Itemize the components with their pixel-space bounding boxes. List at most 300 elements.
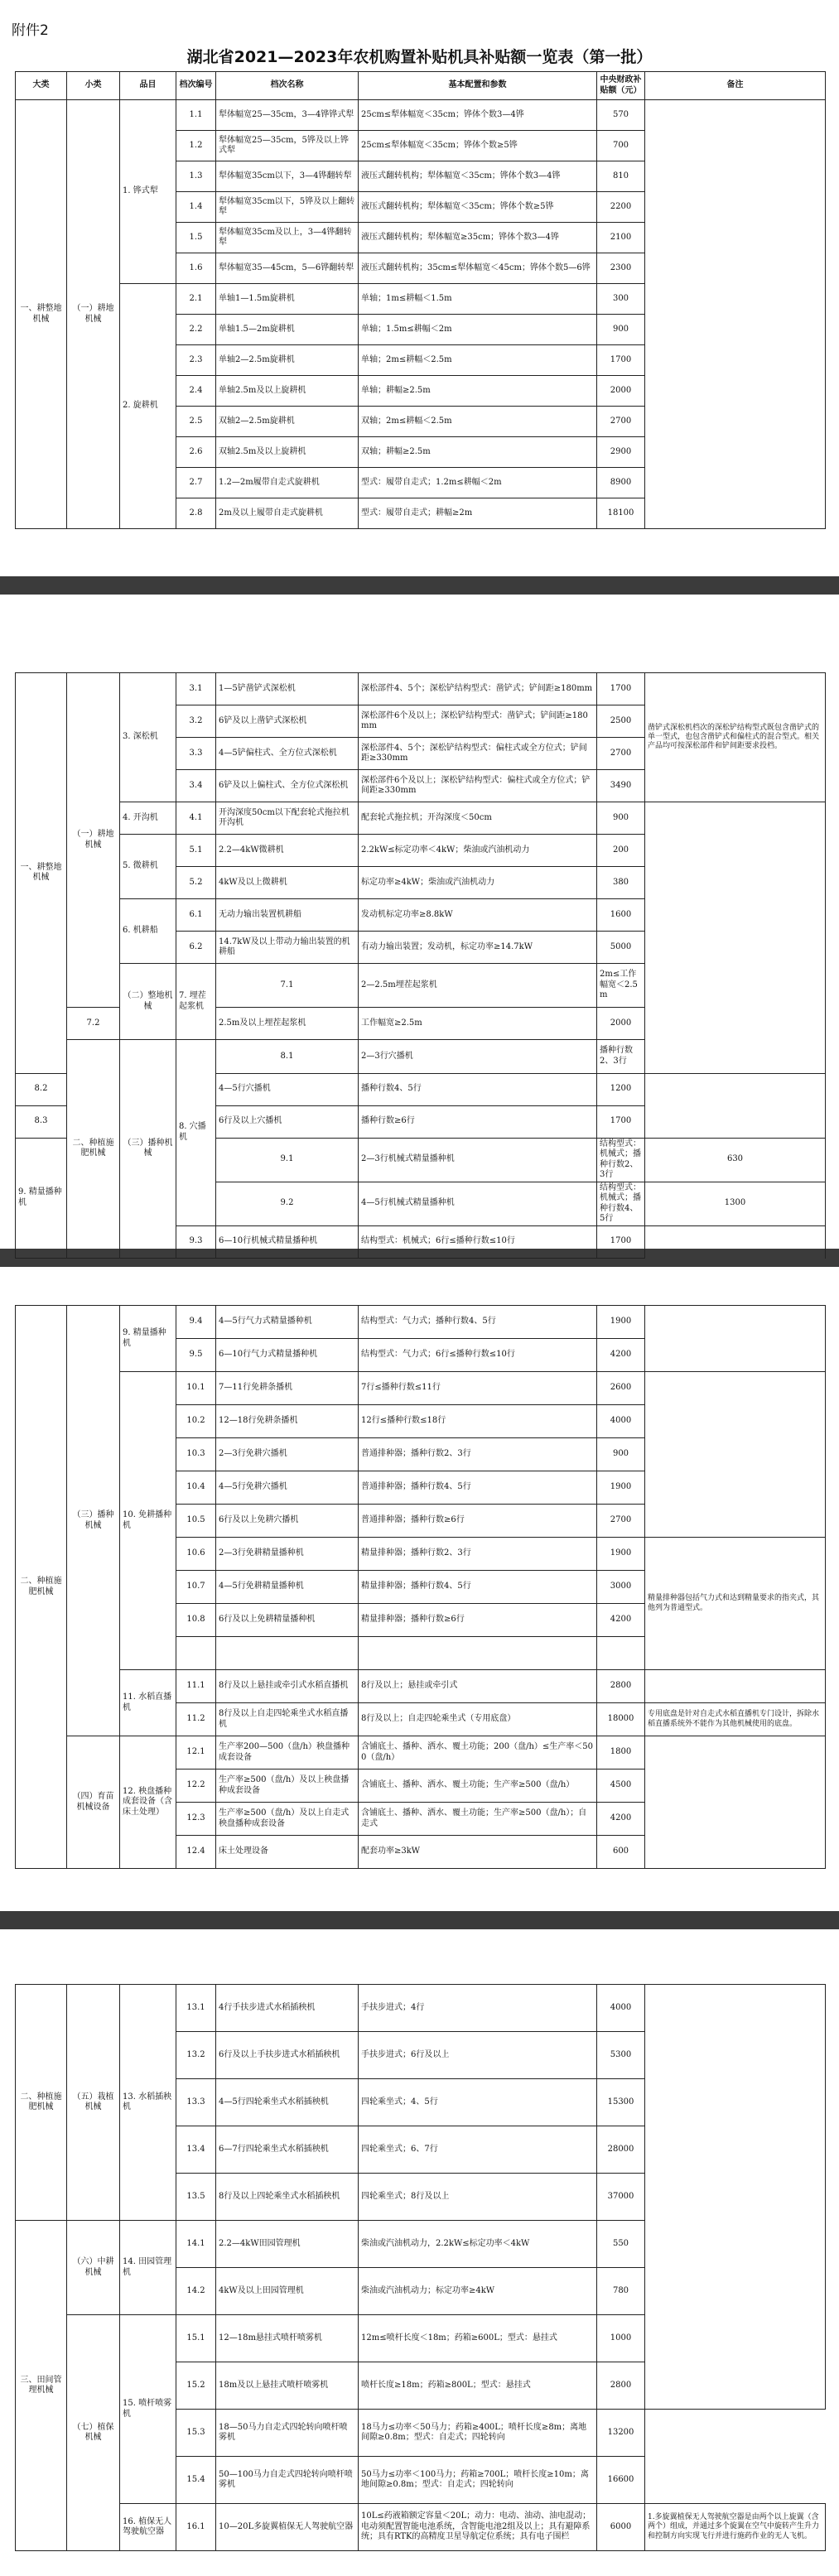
table-cell: 4kW及以上田园管理机 [216, 2268, 359, 2315]
table-cell: 12m≤喷杆长度＜18m；药箱≥600L；型式：悬挂式 [359, 2315, 597, 2362]
table-cell: 单轴；2m≤耕幅＜2.5m [359, 345, 597, 376]
table-cell: 10—20L多旋翼植保无人驾驶航空器 [216, 2504, 359, 2551]
table-cell: 4500 [597, 1769, 645, 1803]
table-cell: 4—5行免耕穴播机 [216, 1471, 359, 1505]
table-cell: 犁体幅宽35—45cm，5—6铧翻转犁 [216, 253, 359, 284]
table-cell: 4.1 [176, 802, 216, 835]
table-cell: 生产率≥500（盘/h）及以上秧盘播种成套设备 [216, 1769, 359, 1803]
table-cell: 13.2 [176, 2032, 216, 2079]
table-cell: 2.8 [176, 498, 216, 529]
table-cell: 一、耕整地机械 [16, 673, 67, 1074]
table-cell: 发动机标定功率≥8.8kW [359, 899, 597, 932]
header-minor: 小类 [67, 72, 120, 100]
table-cell: 13.3 [176, 2079, 216, 2126]
table-cell: 二、种植施肥机械 [16, 1306, 67, 1869]
table-cell: 11. 水稻直播机 [120, 1670, 176, 1736]
table-cell: 凿铲式深松机档次的深松铲结构型式既包含凿铲式的单一型式，也包含凿铲式和偏柱式的混合型式。相关产品均可按深松部件和铲间距要求投档。 [645, 673, 826, 802]
table-cell: 18m及以上悬挂式喷杆喷雾机 [216, 2362, 359, 2410]
table-row [16, 1306, 826, 1339]
table-cell: 播种行数≥6行 [359, 1105, 597, 1138]
table-cell: 8.2 [16, 1073, 67, 1105]
table-cell: 5300 [597, 2032, 645, 2079]
table-cell: 2600 [597, 1372, 645, 1405]
table-cell: 780 [597, 2268, 645, 2315]
table-cell [645, 1736, 826, 1869]
table-cell: 型式：履带自走式；耕幅≥2m [359, 498, 597, 529]
table-cell: 柴油或汽油机动力；标定功率≥4kW [359, 2268, 597, 2315]
table-cell: 11.1 [176, 1670, 216, 1703]
table-cell: 8900 [597, 468, 645, 498]
table-cell: 3.4 [176, 770, 216, 802]
table-cell: 生产率≥500（盘/h）及以上自走式秧盘播种成套设备 [216, 1803, 359, 1836]
table-cell: 570 [597, 100, 645, 131]
table-cell: 3.1 [176, 673, 216, 705]
table-cell: 专用底盘是针对自走式水稻直播机专门设计，拆除水稻直播系统外不能作为其他机械使用的底盘。 [645, 1703, 826, 1736]
table-cell: 1700 [597, 1225, 645, 1258]
table-cell: 7行≤播种行数≤11行 [359, 1372, 597, 1405]
table-cell: 9. 精量播种机 [120, 1306, 176, 1372]
table-cell: 双轴2—2.5m旋耕机 [216, 407, 359, 437]
table-cell: 9.3 [176, 1225, 216, 1258]
table-cell: 5.2 [176, 867, 216, 899]
table-cell: 10.2 [176, 1405, 216, 1438]
table-cell: 2—3行穴播机 [359, 1040, 597, 1074]
table-cell: 10.8 [176, 1604, 216, 1637]
table-cell: 四轮乘坐式；4、5行 [359, 2079, 597, 2126]
table-cell: 11.2 [176, 1703, 216, 1736]
table-cell: 16600 [597, 2457, 645, 2504]
page-title: 湖北省2021—2023年农机购置补贴机具补贴额一览表（第一批） [186, 48, 653, 66]
header-note: 备注 [645, 72, 826, 100]
table-cell: 单轴；耕幅≥2.5m [359, 376, 597, 407]
table-cell: 2.4 [176, 376, 216, 407]
table-cell: 13.5 [176, 2174, 216, 2221]
table-cell [176, 1637, 216, 1670]
table-cell: 1600 [597, 899, 645, 932]
table-cell: 2100 [597, 223, 645, 253]
table-cell: 二、种植施肥机械 [16, 1985, 67, 2221]
header-major: 大类 [16, 72, 67, 100]
table-cell: 4—5行气力式精量播种机 [216, 1306, 359, 1339]
table-cell: 15300 [597, 2079, 645, 2126]
table-cell: 7.1 [216, 964, 359, 1008]
table-cell: 2.2—4kW微耕机 [216, 835, 359, 867]
table-cell: 50马力≤功率＜100马力；药箱≥700L；喷杆长度≥10m；离地间隙≥0.8m；型式：自走式；四轮转向 [359, 2457, 597, 2504]
table-cell: 深松部件4、5个；深松铲结构型式：偏柱式或全方位式；铲间距≥330mm [359, 738, 597, 770]
table-cell: 深松部件6个及以上；深松铲结构型式：偏柱式或全方位式；铲间距≥330mm [359, 770, 597, 802]
table-cell: 1.5 [176, 223, 216, 253]
table-cell: 2.2—4kW田园管理机 [216, 2221, 359, 2268]
table-cell: 3.3 [176, 738, 216, 770]
table-cell: 8.3 [16, 1105, 67, 1138]
table-cell: 精量排种器；播种行数≥6行 [359, 1604, 597, 1637]
table-cell: 开沟深度50cm以下配套轮式拖拉机开沟机 [216, 802, 359, 835]
table-cell: 2m及以上履带自走式旋耕机 [216, 498, 359, 529]
table-cell: 200 [597, 835, 645, 867]
table-cell: 10. 免耕播种机 [120, 1372, 176, 1670]
table-cell: 3.2 [176, 705, 216, 738]
table-cell: 700 [597, 131, 645, 161]
table-cell: 床土处理设备 [216, 1836, 359, 1869]
table-cell: 9. 精量播种机 [16, 1138, 67, 1258]
table-cell: 1—5铲凿铲式深松机 [216, 673, 359, 705]
table-cell: 6行及以上免耕精量播种机 [216, 1604, 359, 1637]
table-cell: 4kW及以上微耕机 [216, 867, 359, 899]
table-cell: 3000 [597, 1571, 645, 1604]
table-cell: 18100 [597, 498, 645, 529]
table-cell: 380 [597, 867, 645, 899]
table-cell: 双轴2.5m及以上旋耕机 [216, 437, 359, 468]
table-cell: 3. 深松机 [120, 673, 176, 802]
table-cell: 810 [597, 161, 645, 192]
table-cell: 600 [597, 1836, 645, 1869]
table-cell: 25cm≤犁体幅宽＜35cm；铧体个数≥5铧 [359, 131, 597, 161]
table-cell: 普通排种器；播种行数4、5行 [359, 1471, 597, 1505]
table-cell: 6铲及以上偏柱式、全方位式深松机 [216, 770, 359, 802]
table-cell: 12.2 [176, 1769, 216, 1803]
table-cell: 18000 [597, 1703, 645, 1736]
table-cell: 10.3 [176, 1438, 216, 1471]
table-cell: 300 [597, 284, 645, 315]
table-cell: 1.1 [176, 100, 216, 131]
table-cell: 单轴2.5m及以上旋耕机 [216, 376, 359, 407]
table-cell: 单轴2—2.5m旋耕机 [216, 345, 359, 376]
page-separator [0, 1911, 839, 1929]
table-cell: 12. 秧盘播种成套设备（含床土处理） [120, 1736, 176, 1869]
table-cell: 3490 [597, 770, 645, 802]
table-cell: 6铲及以上凿铲式深松机 [216, 705, 359, 738]
table-cell: 含铺底土、播种、洒水、覆土功能；生产率≥500（盘/h） [359, 1769, 597, 1803]
table-cell: 精量排种器包括气力式和达到精量要求的指夹式，其他列为普通型式。 [645, 1538, 826, 1670]
table-cell: 4行手扶步进式水稻插秧机 [216, 1985, 359, 2032]
table-row [16, 2504, 826, 2551]
table-cell: 13.1 [176, 1985, 216, 2032]
subsidy-table [15, 672, 826, 1259]
table-cell: 犁体幅宽35cm以下，5铧及以上翻转犁 [216, 192, 359, 223]
table-cell: 精量排种器；播种行数4、5行 [359, 1571, 597, 1604]
table-cell: 含铺底土、播种、洒水、覆土功能；生产率≥500（盘/h）；自走式 [359, 1803, 597, 1836]
table-header-row [16, 72, 826, 100]
table-cell: 1300 [645, 1182, 826, 1225]
table-cell: 2700 [597, 738, 645, 770]
table-cell: 液压式翻转机构；犁体幅宽≥35cm；铧体个数3—4铧 [359, 223, 597, 253]
table-cell: 550 [597, 2221, 645, 2268]
table-cell: 14.1 [176, 2221, 216, 2268]
table-cell: 4—5行四轮乘坐式水稻插秧机 [216, 2079, 359, 2126]
table-cell: 9.2 [216, 1182, 359, 1225]
table-cell: 900 [597, 1438, 645, 1471]
table-cell: 普通排种器；播种行数2、3行 [359, 1438, 597, 1471]
table-cell: 1. 铧式犁 [120, 100, 176, 284]
table-cell [216, 1637, 359, 1670]
table-cell: 8行及以上；悬挂或牵引式 [359, 1670, 597, 1703]
table-cell: 2.1 [176, 284, 216, 315]
table-row [16, 673, 826, 705]
table-cell: 2.2 [176, 315, 216, 345]
table-cell: 单轴1.5—2m旋耕机 [216, 315, 359, 345]
table-cell [645, 1670, 826, 1703]
table-cell: 1.6 [176, 253, 216, 284]
table-cell: 2—3行机械式精量播种机 [359, 1138, 597, 1182]
table-cell: 630 [645, 1138, 826, 1182]
table-cell: （一）耕地机械 [67, 673, 120, 1008]
table-cell: 4—5行穴播机 [216, 1073, 359, 1105]
table-cell: 13200 [597, 2410, 645, 2457]
table-cell: 1.2—2m履带自走式旋耕机 [216, 468, 359, 498]
table-cell: 结构型式：气力式；播种行数4、5行 [359, 1306, 597, 1339]
table-cell: 1.4 [176, 192, 216, 223]
table-cell: 2m≤工作幅宽＜2.5m [597, 964, 645, 1008]
table-cell: 1900 [597, 1538, 645, 1571]
table-cell: 4200 [597, 1604, 645, 1637]
table-cell: 14.2 [176, 2268, 216, 2315]
table-cell: 单轴1—1.5m旋耕机 [216, 284, 359, 315]
table-cell: 配套轮式拖拉机；开沟深度＜50cm [359, 802, 597, 835]
table-cell: 6—10行气力式精量播种机 [216, 1339, 359, 1372]
table-cell: 2500 [597, 705, 645, 738]
table-cell: 液压式翻转机构；犁体幅宽＜35cm；铧体个数3—4铧 [359, 161, 597, 192]
table-cell: 18马力≤功率＜50马力；药箱≥400L；喷杆长度≥8m；离地间隙≥0.8m；型式：自走式；四轮转向 [359, 2410, 597, 2457]
table-cell: 手扶步进式；4行 [359, 1985, 597, 2032]
table-cell: 28000 [597, 2126, 645, 2174]
table-cell: 液压式翻转机构；35cm≤犁体幅宽＜45cm；铧体个数5—6铧 [359, 253, 597, 284]
table-cell: 4. 开沟机 [120, 802, 176, 835]
table-cell: 深松部件6个及以上；深松铲结构型式：凿铲式；铲间距≥180mm [359, 705, 597, 738]
table-cell: 标定功率≥4kW；柴油或汽油机动力 [359, 867, 597, 899]
table-cell: 喷杆长度≥18m；药箱≥800L；型式：悬挂式 [359, 2362, 597, 2410]
table-cell: 2.2kW≤标定功率＜4kW；柴油或汽油机动力 [359, 835, 597, 867]
table-cell: 6000 [597, 2504, 645, 2551]
table-cell: 10.5 [176, 1505, 216, 1538]
table-cell: （三）播种机械 [67, 1306, 120, 1736]
table-cell: 15. 喷杆喷雾机 [120, 2315, 176, 2504]
table-cell: 2.3 [176, 345, 216, 376]
table-cell: 四轮乘坐式；6、7行 [359, 2126, 597, 2174]
table-cell: 4200 [597, 1803, 645, 1836]
table-cell: 四轮乘坐式；8行及以上 [359, 2174, 597, 2221]
table-cell: 1700 [597, 1105, 645, 1138]
table-cell: 配套功率≥3kW [359, 1836, 597, 1869]
table-cell: 型式：履带自走式；1.2m≤耕幅＜2m [359, 468, 597, 498]
table-cell: 4200 [597, 1339, 645, 1372]
table-cell: 结构型式：机械式；6行≤播种行数≤10行 [359, 1225, 597, 1258]
table-cell: 深松部件4、5个；深松铲结构型式：凿铲式；铲间距≥180mm [359, 673, 597, 705]
table-cell: 37000 [597, 2174, 645, 2221]
table-cell: 手扶步进式；6行及以上 [359, 2032, 597, 2079]
table-cell: 6—10行机械式精量播种机 [216, 1225, 359, 1258]
table-cell: （四）育苗机械设备 [67, 1736, 120, 1869]
table-cell: 12.3 [176, 1803, 216, 1836]
table-cell: 1.2 [176, 131, 216, 161]
table-cell: 犁体幅宽25—35cm，3—4铧铧式犁 [216, 100, 359, 131]
table-cell: 播种行数2、3行 [597, 1040, 645, 1074]
table-cell: 50—100马力自走式四轮转向喷杆喷雾机 [216, 2457, 359, 2504]
table-cell: 1900 [597, 1471, 645, 1505]
table-cell [645, 802, 826, 1074]
table-cell: 6. 机耕船 [120, 899, 176, 964]
table-cell: 单轴；1.5m≤耕幅＜2m [359, 315, 597, 345]
table-cell: 1000 [597, 2315, 645, 2362]
table-cell: 12.4 [176, 1836, 216, 1869]
table-row [16, 1670, 826, 1703]
table-cell: 2300 [597, 253, 645, 284]
table-cell: 10L≤药液箱额定容量＜20L；动力：电动、油动、油电混动；电动须配置智能电池系统，含智能电池2组及以上；具有避障系统；具有RTK的高精度卫星导航定位系统；具有电子围栏 [359, 2504, 597, 2551]
table-cell: 10.6 [176, 1538, 216, 1571]
table-cell: 一、耕整地机械 [16, 100, 67, 529]
table-cell: 10.4 [176, 1471, 216, 1505]
table-cell: （一）耕地机械 [67, 100, 120, 529]
header-item: 品目 [120, 72, 176, 100]
table-cell [359, 1637, 597, 1670]
table-cell: 18—50马力自走式四轮转向喷杆喷雾机 [216, 2410, 359, 2457]
page-separator [0, 576, 839, 595]
table-cell: 2.7 [176, 468, 216, 498]
table-cell: 900 [597, 315, 645, 345]
table-cell: 14. 田园管理机 [120, 2221, 176, 2315]
table-cell: 双轴；耕幅≥2.5m [359, 437, 597, 468]
table-cell: （五）栽植机械 [67, 1985, 120, 2221]
table-cell: 13. 水稻插秧机 [120, 1985, 176, 2221]
table-cell: 2.6 [176, 437, 216, 468]
table-row [16, 1985, 826, 2032]
subsidy-table [15, 1984, 826, 2551]
table-cell: （七）植保机械 [67, 2315, 120, 2551]
table-cell: 14.7kW及以上带动力输出装置的机耕船 [216, 932, 359, 964]
table-cell: 2700 [597, 1505, 645, 1538]
table-cell: 16. 植保无人驾驶航空器 [120, 2504, 176, 2551]
table-cell: 4—5铲偏柱式、全方位式深松机 [216, 738, 359, 770]
table-cell: 单轴；1m≤耕幅＜1.5m [359, 284, 597, 315]
table-cell: 12.1 [176, 1736, 216, 1769]
table-cell: 6行及以上手扶步进式水稻插秧机 [216, 2032, 359, 2079]
table-cell: 5. 微耕机 [120, 835, 176, 899]
table-cell: 1800 [597, 1736, 645, 1769]
table-cell: （二）整地机械 [120, 964, 176, 1040]
table-cell: 2—2.5m埋茬起浆机 [359, 964, 597, 1008]
table-cell: 7—11行免耕条播机 [216, 1372, 359, 1405]
table-cell: 液压式翻转机构；犁体幅宽＜35cm；铧体个数≥5铧 [359, 192, 597, 223]
table-cell: 结构型式：机械式；播种行数4、5行 [597, 1182, 645, 1225]
table-cell: 工作幅宽≥2.5m [359, 1008, 597, 1040]
table-row [16, 802, 826, 835]
table-cell: 无动力输出装置机耕船 [216, 899, 359, 932]
table-cell [645, 1306, 826, 1372]
table-cell [645, 1372, 826, 1538]
table-cell: 9.1 [216, 1138, 359, 1182]
table-cell: 12—18m悬挂式喷杆喷雾机 [216, 2315, 359, 2362]
table-cell: 普通排种器；播种行数≥6行 [359, 1505, 597, 1538]
table-cell: 10.1 [176, 1372, 216, 1405]
table-cell: 8行及以上；自走四轮乘坐式（专用底盘） [359, 1703, 597, 1736]
table-cell: 10.7 [176, 1571, 216, 1604]
table-cell: 2—3行免耕穴播机 [216, 1438, 359, 1471]
table-cell: 8行及以上悬挂或牵引式水稻直播机 [216, 1670, 359, 1703]
subsidy-table [15, 71, 826, 529]
table-cell: 25cm≤犁体幅宽＜35cm；铧体个数3—4铧 [359, 100, 597, 131]
table-cell: 15.2 [176, 2362, 216, 2410]
table-row [16, 100, 826, 131]
subsidy-table [15, 1305, 826, 1869]
header-name: 档次名称 [216, 72, 359, 100]
table-cell: 结构型式：机械式；播种行数2、3行 [597, 1138, 645, 1182]
table-row [16, 1372, 826, 1405]
table-cell: 2200 [597, 192, 645, 223]
table-cell: 2800 [597, 1670, 645, 1703]
table-cell: 5000 [597, 932, 645, 964]
table-cell: 2.5 [176, 407, 216, 437]
table-cell: 7.2 [67, 1008, 120, 1040]
table-cell: 结构型式：气力式；6行≤播种行数≤10行 [359, 1339, 597, 1372]
table-cell: 8行及以上四轮乘坐式水稻插秧机 [216, 2174, 359, 2221]
table-cell: （六）中耕机械 [67, 2221, 120, 2315]
table-cell: 8行及以上自走四轮乘坐式水稻直播机 [216, 1703, 359, 1736]
table-cell: 15.3 [176, 2410, 216, 2457]
table-cell: 1700 [597, 673, 645, 705]
table-cell: 2000 [597, 1008, 645, 1040]
table-cell: 二、种植施肥机械 [67, 1040, 120, 1259]
table-cell: 2000 [597, 376, 645, 407]
table-cell: 2—3行免耕精量播种机 [216, 1538, 359, 1571]
table-cell: 8. 穴播机 [176, 1040, 216, 1226]
table-cell: 1900 [597, 1306, 645, 1339]
table-cell: 7. 埋茬起浆机 [176, 964, 216, 1040]
table-row [16, 1736, 826, 1769]
table-cell: 生产率200—500（盘/h）秧盘播种成套设备 [216, 1736, 359, 1769]
table-cell: 2800 [597, 2362, 645, 2410]
table-cell: 12行≤播种行数≤18行 [359, 1405, 597, 1438]
table-cell: 6行及以上穴播机 [216, 1105, 359, 1138]
table-cell: 2700 [597, 407, 645, 437]
table-cell: 13.4 [176, 2126, 216, 2174]
table-cell: 精量排种器；播种行数2、3行 [359, 1538, 597, 1571]
table-cell: 9.4 [176, 1306, 216, 1339]
table-cell: 犁体幅宽35cm以下，3—4铧翻转犁 [216, 161, 359, 192]
table-cell: 6行及以上免耕穴播机 [216, 1505, 359, 1538]
table-cell: 柴油或汽油机动力，2.2kW≤标定功率＜4kW [359, 2221, 597, 2268]
table-cell: 15.1 [176, 2315, 216, 2362]
table-cell: 2900 [597, 437, 645, 468]
table-cell [597, 1637, 645, 1670]
table-cell: 1.3 [176, 161, 216, 192]
table-cell: 4—5行免耕精量播种机 [216, 1571, 359, 1604]
header-code: 档次编号 [176, 72, 216, 100]
table-cell: 播种行数4、5行 [359, 1073, 597, 1105]
table-cell: 2.5m及以上埋茬起浆机 [216, 1008, 359, 1040]
table-cell: 1.多旋翼植保无人驾驶航空器是由两个以上旋翼（含两个）组成，并通过多个旋翼在空气中旋转产生升力和控制方向实现飞行并进行施药作业的无人飞机。 [645, 2504, 826, 2551]
table-cell: 有动力输出装置；发动机，标定功率≥14.7kW [359, 932, 597, 964]
table-cell: 4—5行机械式精量播种机 [359, 1182, 597, 1225]
table-cell: 6.1 [176, 899, 216, 932]
table-cell: 三、田间管理机械 [16, 2221, 67, 2551]
table-cell: 5.1 [176, 835, 216, 867]
table-cell: 双轴；2m≤耕幅＜2.5m [359, 407, 597, 437]
header-amount: 中央财政补贴额（元） [597, 72, 645, 100]
table-cell: 6—7行四轮乘坐式水稻插秧机 [216, 2126, 359, 2174]
table-cell [645, 1985, 826, 2410]
table-cell: 犁体幅宽35cm及以上，3—4铧翻转犁 [216, 223, 359, 253]
attachment-label: 附件2 [12, 22, 49, 39]
table-cell: 9.5 [176, 1339, 216, 1372]
table-cell: 犁体幅宽25—35cm，5铧及以上铧式犁 [216, 131, 359, 161]
table-cell: 1700 [597, 345, 645, 376]
table-cell: 900 [597, 802, 645, 835]
table-cell: 4000 [597, 1985, 645, 2032]
table-cell: （三）播种机械 [120, 1040, 176, 1259]
table-cell: 2. 旋耕机 [120, 284, 176, 529]
table-cell: 6.2 [176, 932, 216, 964]
table-cell: 1200 [597, 1073, 645, 1105]
table-cell [645, 100, 826, 529]
